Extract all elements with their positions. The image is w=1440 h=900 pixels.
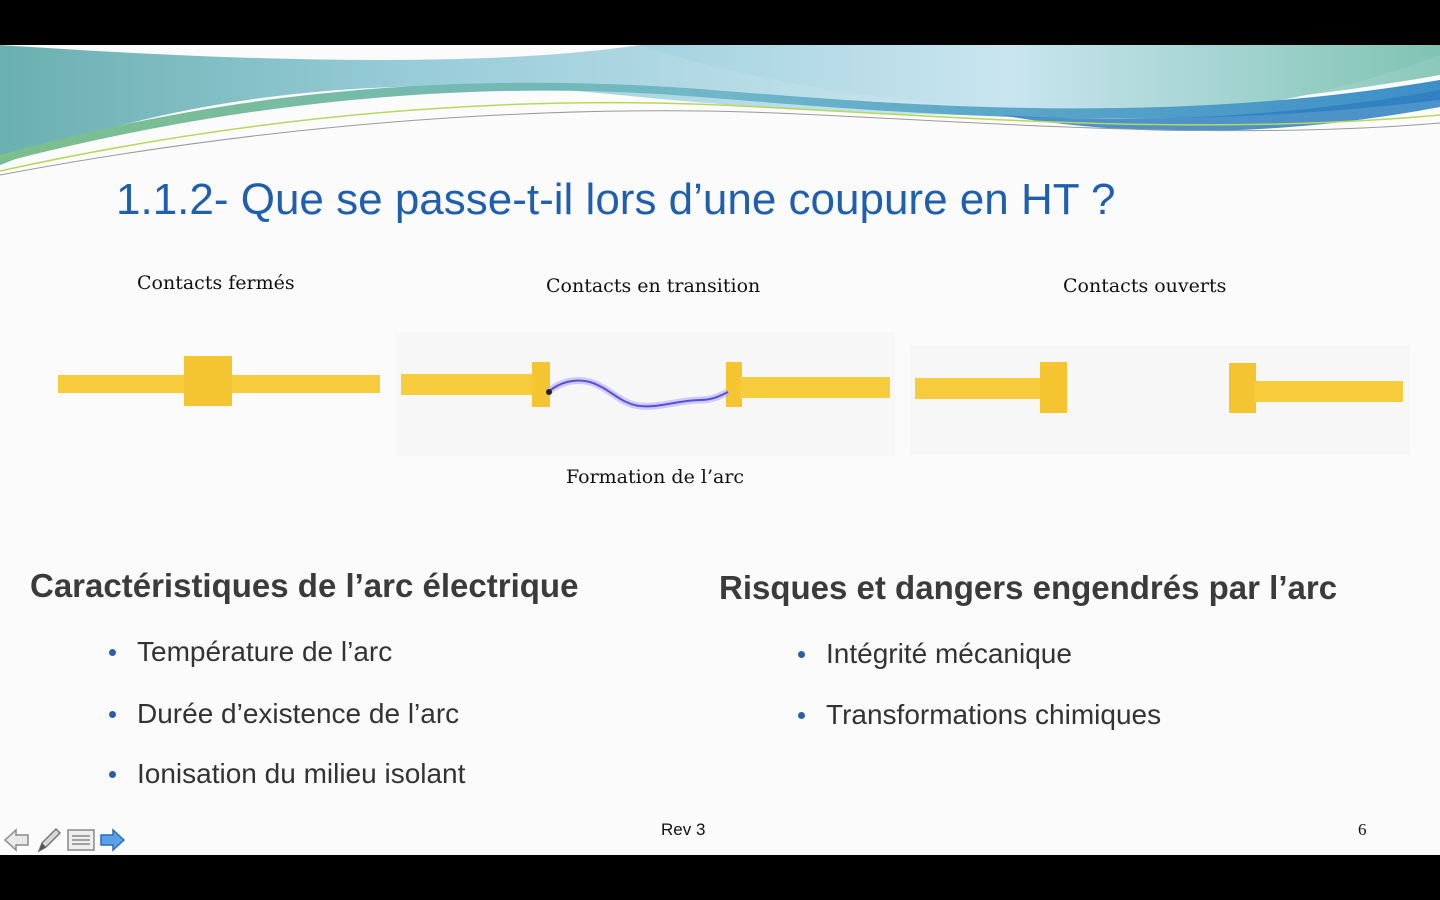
list-item — [137, 698, 459, 730]
open-right-rod — [1254, 381, 1403, 402]
menu-icon[interactable] — [66, 826, 96, 854]
arrow-left-icon[interactable] — [3, 826, 31, 854]
list-item-text: Transformations chimiques — [826, 699, 1162, 730]
electric-arc — [540, 370, 735, 420]
label-arc-formation: Formation de l’arc — [566, 466, 745, 488]
label-contacts-open: Contacts ouverts — [1063, 275, 1227, 297]
list-item-text: Ionisation du milieu isolant — [137, 758, 466, 789]
open-left-contact — [1040, 362, 1067, 413]
bullet-icon — [109, 711, 116, 718]
transition-right-rod — [740, 377, 890, 398]
open-left-rod — [915, 378, 1045, 399]
header-wave-banner — [0, 45, 1440, 185]
bullet-icon — [798, 712, 805, 719]
list-item — [826, 699, 1161, 731]
bullet-icon — [798, 651, 805, 658]
footer-revision: Rev 3 — [661, 820, 706, 839]
closed-contact-block — [184, 356, 232, 406]
label-contacts-transition: Contacts en transition — [546, 275, 761, 297]
heading-arc-characteristics: Caractéristiques de l’arc électrique — [30, 567, 579, 604]
list-item — [137, 636, 392, 668]
list-item-text: Intégrité mécanique — [826, 638, 1072, 669]
list-item — [137, 758, 465, 790]
pen-icon[interactable] — [35, 826, 63, 854]
slide — [0, 45, 1440, 855]
label-contacts-closed: Contacts fermés — [137, 272, 295, 294]
heading-arc-risks: Risques et dangers engendrés par l’arc — [719, 569, 1338, 606]
bullet-icon — [109, 771, 116, 778]
open-right-contact — [1229, 363, 1256, 413]
bullet-icon — [109, 649, 116, 656]
list-item-text: Durée d’existence de l’arc — [137, 698, 460, 729]
arrow-right-icon[interactable] — [98, 826, 126, 854]
list-item-text: Température de l’arc — [137, 636, 393, 667]
transition-left-rod — [401, 374, 535, 395]
page-number: 6 — [1358, 820, 1367, 839]
list-item — [826, 638, 1072, 670]
slide-title: 1.1.2- Que se passe-t-il lors d’une coupure en HT ? — [116, 175, 1116, 224]
